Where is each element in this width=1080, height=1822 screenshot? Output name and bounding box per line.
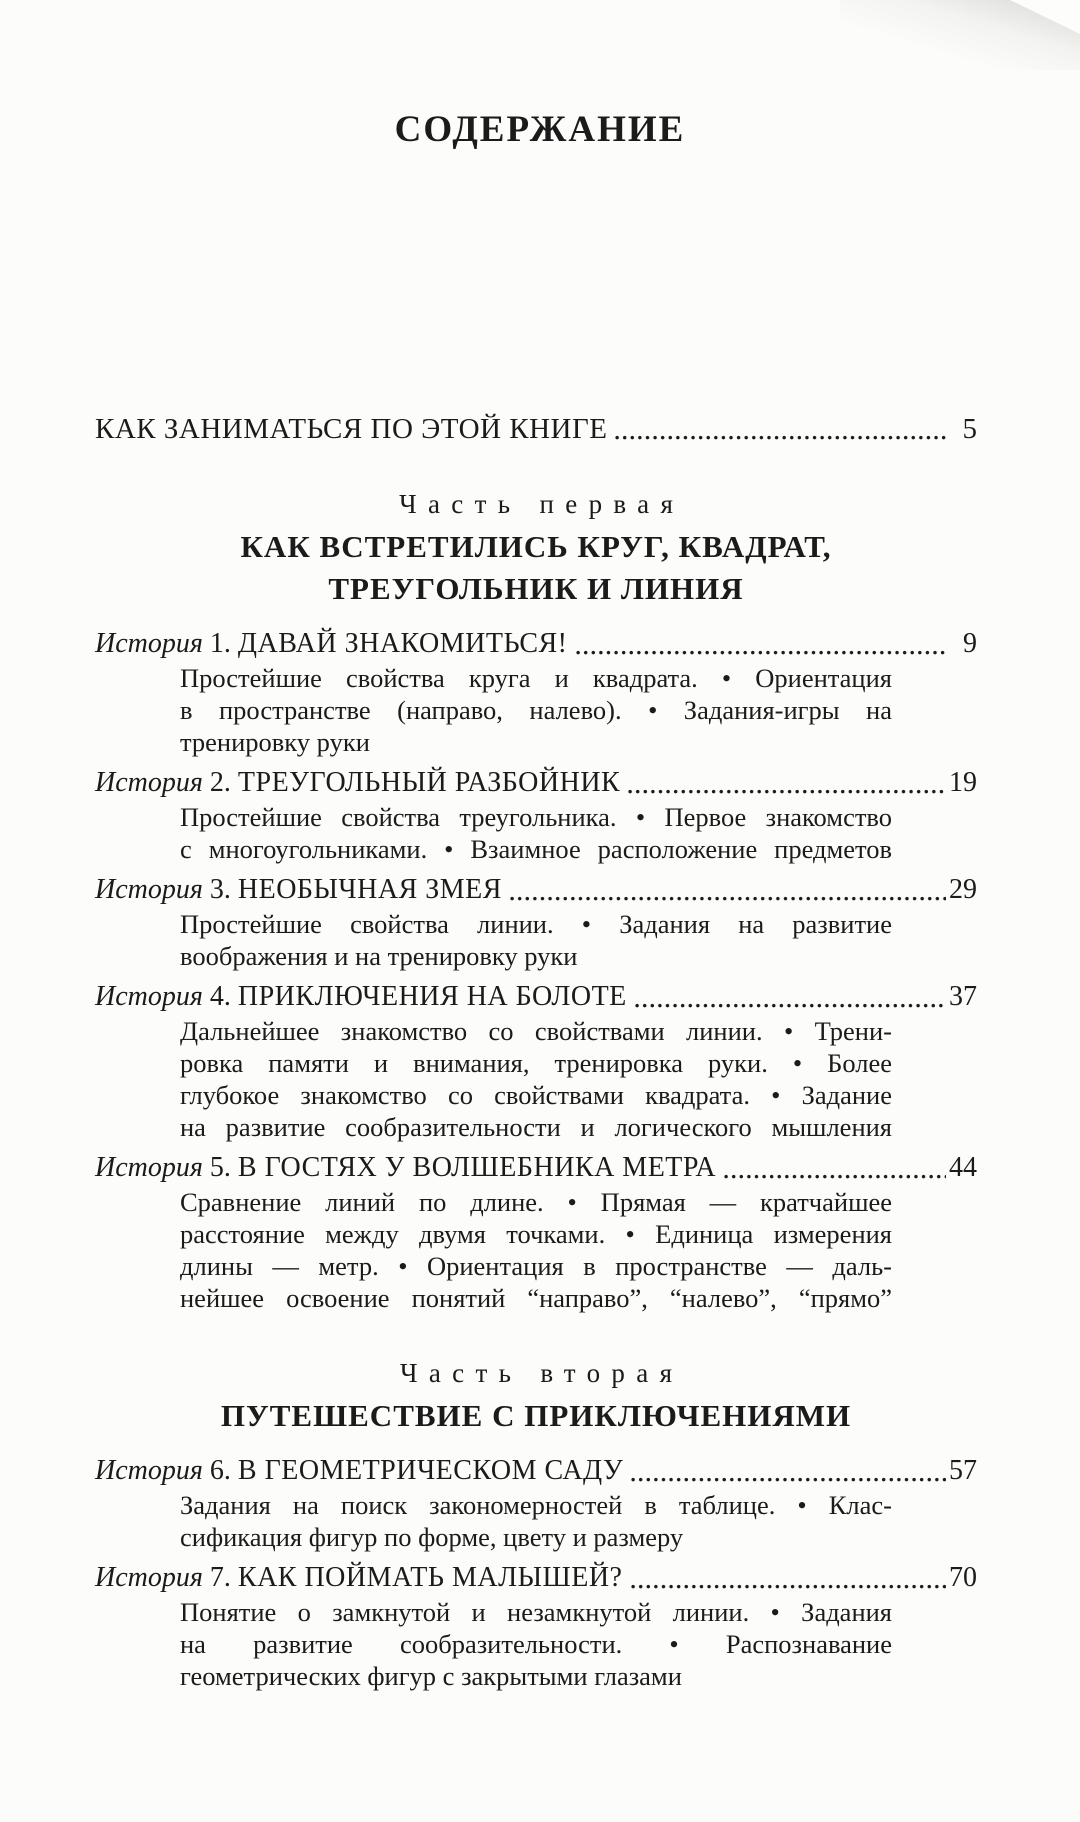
dotted-leader [507,872,947,908]
toc-entry-heading [95,872,502,908]
story-number: 2. [209,767,231,798]
description-line: Задания на поиск закономерностей в таблице. • Клас- [180,1490,892,1520]
story-description [180,662,892,758]
description-line: Понятие о замкнутой и незамкнутой линии. • Задания [180,1597,892,1627]
toc-entry-row [95,626,977,662]
story-title: В ГОСТЯХ У ВОЛШЕБНИКА МЕТРА [237,1152,717,1183]
description-line: на развитие сообразительности. • Распознавание [180,1629,892,1659]
description-line: сификация фигур по форме, цвету и размеру [180,1522,684,1552]
toc-entry-row [95,1150,977,1186]
toc-entry-story-6 [95,1453,977,1553]
table-of-contents [0,411,1080,1692]
description-line: Простейшие свойства треугольника. • Первое знакомство [180,802,892,832]
story-title: В ГЕОМЕТРИЧЕСКОМ САДУ [237,1455,624,1486]
dotted-leader [721,1150,947,1186]
part-1 [95,489,977,1314]
toc-entry-heading [95,1453,623,1489]
page-number: 70 [949,1562,977,1593]
dotted-leader [612,411,947,447]
description-line: длины — метр. • Ориентация в пространстве — даль- [180,1251,892,1281]
description-line: ровка памяти и внимания, тренировка руки. • Более [180,1048,892,1078]
story-number: 5. [209,1152,231,1183]
part-2-title-line-1: ПУТЕШЕСТВИЕ С ПРИКЛЮЧЕНИЯМИ [220,1398,852,1433]
toc-entry-label: КАК ЗАНИМАТЬСЯ ПО ЭТОЙ КНИГЕ [95,413,608,445]
toc-entry-heading [95,979,627,1015]
toc-entry-intro [95,411,977,447]
toc-entry-heading [95,765,620,801]
page-number: 37 [949,981,977,1012]
story-description [180,908,892,972]
dotted-leader [625,765,947,801]
toc-entry-heading [95,626,568,662]
description-line: Простейшие свойства круга и квадрата. • Ориентация [180,663,892,693]
description-line: расстояние между двумя точками. • Единица измерения [180,1219,892,1249]
part-1-kicker: Часть первая [399,489,685,519]
toc-entry-story-2 [95,765,977,865]
part-2-entries [95,1453,977,1692]
page-number: 5 [962,413,977,445]
story-label: История [95,1562,203,1593]
toc-entry-story-3 [95,872,977,972]
description-line: нейшее освоение понятий “направо”, “налево”, “прямо” [180,1283,892,1313]
description-line: Сравнение линий по длине. • Прямая — кратчайшее [180,1187,892,1217]
part-1-entries [95,626,977,1314]
toc-entry-row [95,979,977,1015]
dotted-leader [628,1453,947,1489]
toc-entry-heading [95,1150,716,1186]
page-number: 44 [949,1152,977,1183]
description-line: тренировку руки [180,727,370,757]
story-title: ПРИКЛЮЧЕНИЯ НА БОЛОТЕ [237,981,627,1012]
story-number: 3. [209,874,231,905]
description-line: Дальнейшее знакомство со свойствами линии. • Трени- [180,1016,892,1046]
description-line: геометрических фигур с закрытыми глазами [180,1661,682,1691]
story-label: История [95,628,203,659]
story-title: НЕОБЫЧНАЯ ЗМЕЯ [237,874,502,905]
story-number: 1. [209,628,231,659]
toc-entry-row [95,765,977,801]
toc-entry-row [95,872,977,908]
toc-entry-story-4 [95,979,977,1143]
dotted-leader [573,626,947,662]
description-line: глубокое знакомство со свойствами квадрата. • Задание [180,1080,892,1110]
page-corner-fold [840,0,1080,70]
story-description [180,1186,892,1314]
story-description [180,1015,892,1143]
page-number: 9 [963,628,977,659]
description-line: на развитие сообразительности и логического мышления [180,1112,892,1142]
description-line: в пространстве (направо, налево). • Задания-игры на [180,695,892,725]
part-1-title-line-2: ТРЕУГОЛЬНИК И ЛИНИЯ [328,571,744,606]
part-2 [95,1358,977,1692]
dotted-leader [632,979,947,1015]
dotted-leader [628,1560,948,1596]
story-description [180,1596,892,1692]
story-label: История [95,874,203,905]
part-2-kicker: Часть вторая [399,1358,684,1388]
page-number: 57 [949,1455,977,1486]
story-title: ТРЕУГОЛЬНЫЙ РАЗБОЙНИК [237,767,621,798]
story-title: ДАВАЙ ЗНАКОМИТЬСЯ! [237,628,568,659]
story-label: История [95,1455,203,1486]
story-label: История [95,767,203,798]
story-label: История [95,981,203,1012]
story-description [180,1489,892,1553]
story-number: 4. [209,981,231,1012]
page-number: 19 [949,767,977,798]
story-number: 6. [209,1455,231,1486]
story-number: 7. [209,1562,231,1593]
story-description [180,801,892,865]
toc-entry-row [95,1560,977,1596]
toc-entry-story-5 [95,1150,977,1314]
toc-entry-story-1 [95,626,977,758]
part-1-title [95,526,977,610]
part-2-title [95,1395,977,1437]
story-title: КАК ПОЙМАТЬ МАЛЫШЕЙ? [237,1562,623,1593]
toc-entry-row [95,1453,977,1489]
part-1-title-line-1: КАК ВСТРЕТИЛИСЬ КРУГ, КВАДРАТ, [240,529,832,564]
toc-entry-heading [95,1560,623,1596]
description-line: Простейшие свойства линии. • Задания на развитие [180,909,892,939]
story-label: История [95,1152,203,1183]
description-line: воображения и на тренировку руки [180,941,578,971]
description-line: с многоугольниками. • Взаимное расположение предметов [180,834,892,864]
page-title: СОДЕРЖАНИЕ [394,109,686,150]
page-number: 29 [949,874,977,905]
toc-entry-story-7 [95,1560,977,1692]
